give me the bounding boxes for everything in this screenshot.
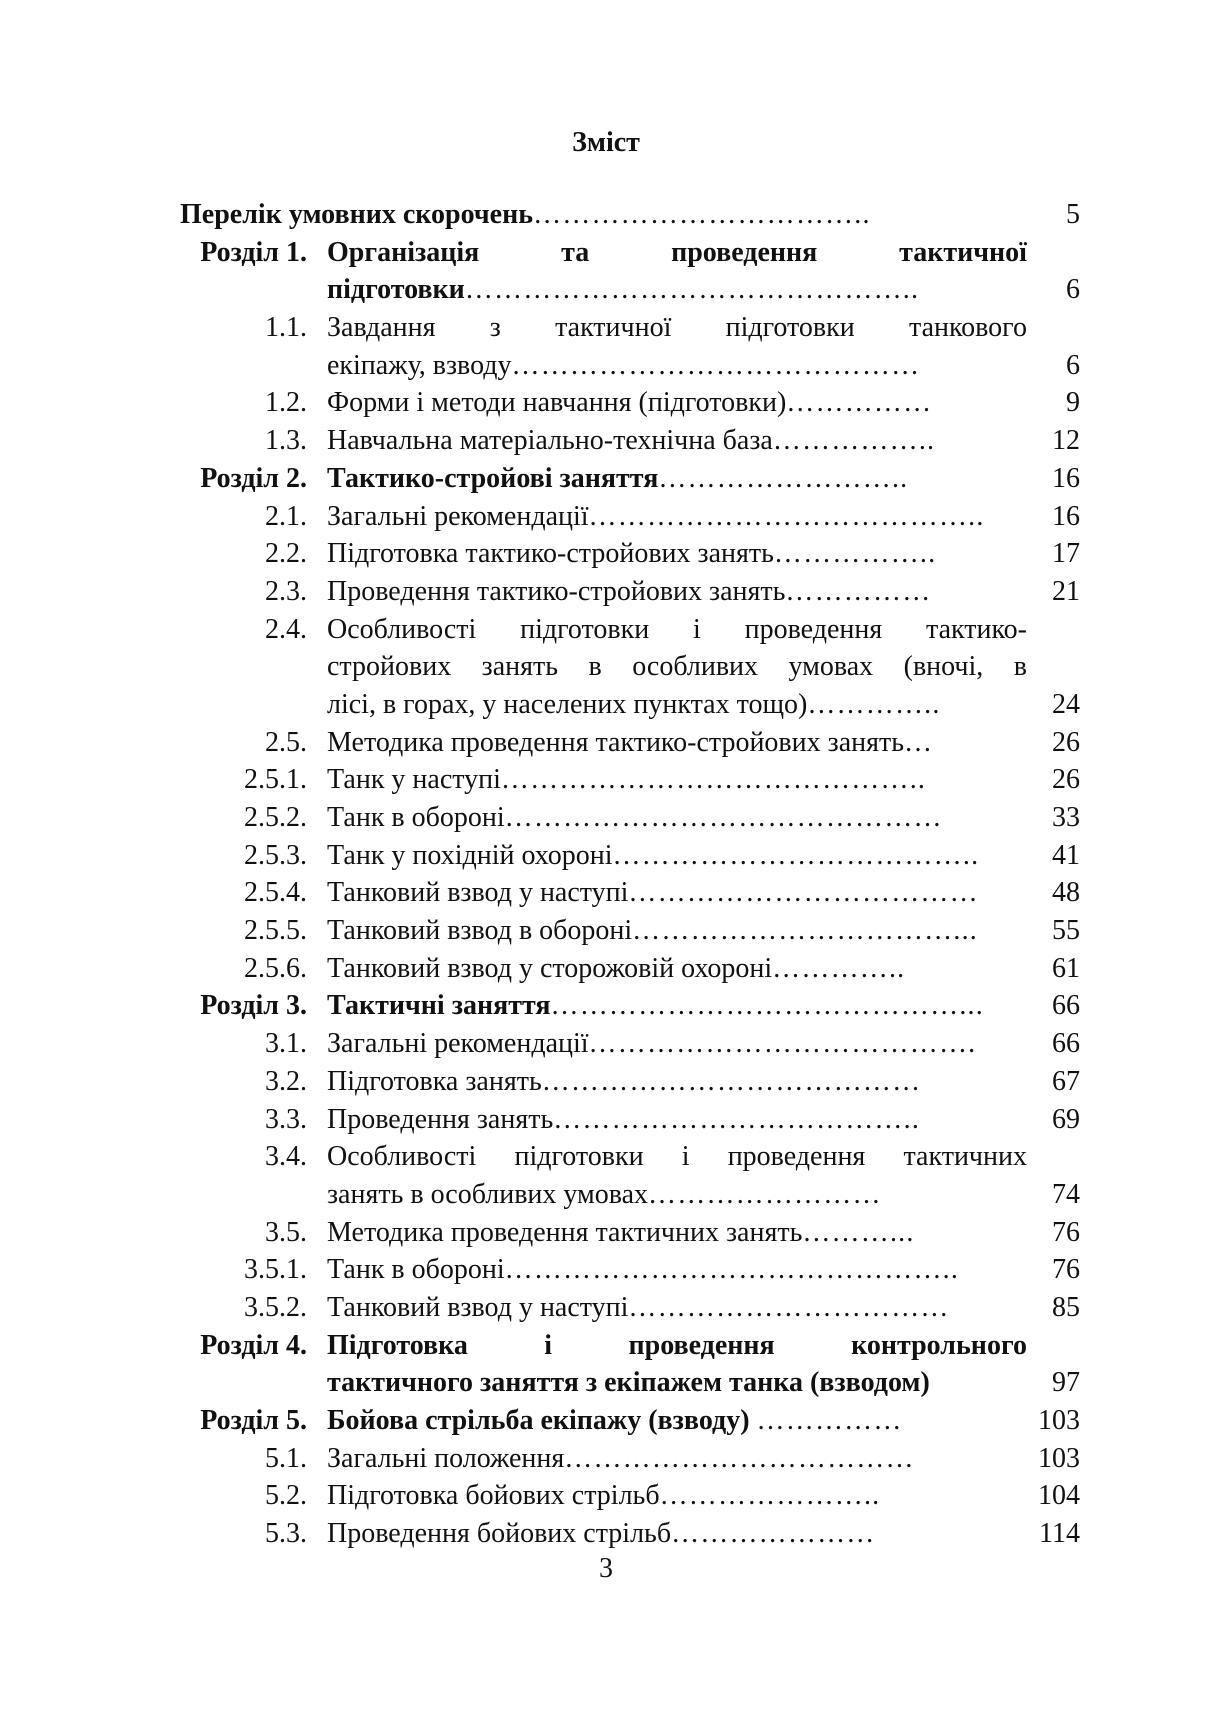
toc-page-number: 5 [1066, 199, 1080, 230]
toc-entry-text: Бойова стрільба екіпажу (взводу) [327, 1405, 757, 1436]
toc-line [0, 874, 1212, 912]
toc-entry-title [327, 271, 919, 309]
toc-line [0, 1289, 1212, 1327]
toc-page-number: 6 [1066, 274, 1080, 306]
toc-entry-number: 3.5.1. [244, 1254, 307, 1286]
toc-page-number: 17 [1052, 538, 1080, 570]
toc-line [0, 573, 1212, 611]
toc-entry-number: 2.5.1. [244, 764, 307, 796]
toc-entry-number: Розділ 1. [200, 236, 307, 268]
toc-entry [0, 1515, 1212, 1553]
toc-word: підготовки [514, 1141, 644, 1173]
toc-page-number: 48 [1052, 877, 1080, 909]
toc-leader-dots: …………………… [648, 1178, 882, 1210]
toc-entry-title [327, 950, 905, 988]
toc-entry [0, 384, 1212, 422]
toc-leader-dots: …………………………………….. [500, 764, 927, 796]
toc-page-number: 103 [1038, 1405, 1080, 1436]
toc-entry-title [327, 837, 979, 875]
toc-entry-number: 5.2. [265, 1480, 307, 1512]
toc-entry-text: занять в особливих умовах [327, 1178, 649, 1210]
toc-entry-title [327, 384, 932, 422]
toc-line [0, 234, 1212, 272]
toc-entry-number: 3.2. [265, 1065, 307, 1097]
toc-entry-text: Форми і методи навчання (підготовки) [327, 387, 787, 419]
toc-entry-number: 2.5.3. [244, 839, 307, 871]
toc-line [0, 912, 1212, 950]
toc-page-number: 66 [1052, 990, 1080, 1022]
toc-line [0, 384, 1212, 422]
toc-line [0, 1214, 1212, 1252]
toc-entry-text: Загальні рекомендації [327, 500, 589, 532]
toc-page-number: 9 [1066, 387, 1080, 419]
toc-entry-number: 2.2. [265, 538, 307, 570]
toc-entry [0, 234, 1212, 309]
toc-entry-title [327, 1515, 875, 1553]
toc-line [0, 347, 1212, 385]
toc-page-number: 74 [1052, 1178, 1080, 1210]
toc-entry-text: Перелік умовних скорочень [180, 199, 534, 230]
toc-entry [0, 1101, 1212, 1139]
toc-entry-number: 3.5. [265, 1216, 307, 1248]
toc-line [0, 1138, 1212, 1176]
toc-page-number: 114 [1039, 1518, 1080, 1550]
toc-leader-dots: …………………………………. [588, 1028, 977, 1060]
page-number: 3 [599, 1553, 613, 1584]
toc-entry-number: 1.2. [265, 387, 307, 419]
toc-entry-number: 2.4. [265, 613, 307, 645]
toc-word: Організація [327, 236, 480, 268]
toc-line [0, 196, 1212, 234]
toc-line [0, 648, 1212, 686]
toc-entry-text: Проведення тактико-стройових занять [327, 575, 786, 607]
toc-entry-number: 2.3. [265, 575, 307, 607]
toc-leader-dots: ……………………………….. [612, 839, 980, 871]
toc-line [0, 761, 1212, 799]
toc-entry-text: тактичного заняття з екіпажем танка (взводом) [327, 1367, 930, 1399]
toc-leader-dots: …………… [785, 575, 932, 607]
toc-word: контрольного [851, 1329, 1027, 1361]
toc-page-number: 26 [1052, 726, 1080, 758]
toc-entry-text: підготовки [327, 274, 465, 306]
toc-word: Особливості [327, 613, 477, 645]
toc-line [0, 1515, 1212, 1553]
toc-leader-dots: ………….. [807, 688, 941, 720]
toc-entry-text: Загальні рекомендації [327, 1028, 589, 1060]
toc-word: Особливості [327, 1141, 477, 1173]
toc-page-number: 97 [1052, 1367, 1080, 1399]
toc-word: танкового [908, 312, 1027, 344]
toc-word: тактичної [555, 312, 672, 344]
toc-entry-text: Танковий взвод у наступі [327, 1291, 629, 1323]
toc-line [0, 1063, 1212, 1101]
toc-line [0, 1440, 1212, 1478]
toc-entry [0, 950, 1212, 988]
toc-entry [0, 987, 1212, 1025]
toc-leader-dots: ……………………………………….. [504, 1254, 960, 1286]
toc-entry [0, 1440, 1212, 1478]
toc-word: проведення [628, 1329, 775, 1361]
toc-word: з [489, 312, 501, 344]
toc-entry-number: 3.3. [265, 1103, 307, 1135]
toc-entry-title [327, 1101, 920, 1139]
toc-entry-number: 3.1. [265, 1028, 307, 1060]
toc-entry-title [327, 874, 979, 912]
toc-entry-title [327, 648, 1027, 686]
toc-entry-number: 2.5. [265, 726, 307, 758]
toc-entry [0, 1289, 1212, 1327]
toc-entry-text: Танк в обороні [327, 1254, 505, 1286]
toc-page-number: 26 [1052, 764, 1080, 796]
toc-entry-text: лісі, в горах, у населених пунктах тощо) [327, 688, 808, 720]
toc-entry-number: 5.1. [265, 1442, 307, 1474]
toc-entry-title [327, 573, 931, 611]
toc-entry [0, 837, 1212, 875]
toc-line [0, 799, 1212, 837]
toc-entry [0, 1477, 1212, 1515]
toc-entry-title [327, 1440, 915, 1478]
toc-entry-title [327, 912, 978, 950]
toc-entry-title [327, 1025, 976, 1063]
toc-word: підготовки [725, 312, 855, 344]
toc-entry-title [327, 611, 1027, 649]
toc-page-number: 69 [1052, 1103, 1080, 1135]
toc-entry [0, 912, 1212, 950]
toc-page-number: 104 [1038, 1480, 1080, 1512]
toc-entry [0, 573, 1212, 611]
toc-page-number: 67 [1052, 1065, 1080, 1097]
toc-entry-title [327, 686, 941, 724]
toc-entry-text: Танковий взвод в обороні [327, 915, 633, 947]
toc-line [0, 1025, 1212, 1063]
toc-entry-title [327, 498, 985, 536]
toc-page-number: 76 [1052, 1254, 1080, 1286]
toc-page-number: 61 [1052, 952, 1080, 984]
toc-entry-title [327, 234, 1027, 272]
toc-entry-title [327, 761, 926, 799]
toc-entry [0, 1402, 1212, 1440]
toc-entry-number: Розділ 4. [200, 1329, 307, 1361]
toc-page-number: 103 [1038, 1442, 1080, 1474]
toc-entry [0, 309, 1212, 384]
toc-entry-title [327, 422, 935, 460]
toc-leader-dots: ……………………………… [564, 1442, 915, 1474]
toc-line [0, 724, 1212, 762]
toc-entry-number: 5.3. [265, 1518, 307, 1550]
toc-line [0, 837, 1212, 875]
toc-entry-title [327, 1251, 959, 1289]
toc-page-number: 76 [1052, 1216, 1080, 1248]
toc-entry-text: Танк в обороні [327, 802, 505, 833]
toc-line [0, 950, 1212, 988]
toc-word: занять [481, 651, 559, 683]
toc-leader-dots: ………………….. [659, 1480, 881, 1512]
toc-entry-text: Танк у наступі [327, 764, 501, 796]
toc-entry-title [327, 1138, 1027, 1176]
toc-word: тактичної [899, 236, 1027, 268]
toc-leader-dots: …………………………………… [511, 349, 921, 381]
toc-entry-title [327, 1214, 915, 1252]
toc-entry-number: 2.1. [265, 500, 307, 532]
toc-page-number: 33 [1052, 802, 1080, 833]
toc-entry-title [327, 1402, 903, 1440]
toc-entry-number: 2.5.5. [244, 915, 307, 947]
toc-line [0, 498, 1212, 536]
toc-entry [0, 422, 1212, 460]
toc-entry [0, 1025, 1212, 1063]
toc-word: Завдання [327, 312, 436, 344]
toc-entry [0, 535, 1212, 573]
toc-leader-dots: ……………………………... [632, 915, 978, 947]
toc-line [0, 460, 1212, 498]
toc-entry-number: 3.4. [265, 1141, 307, 1173]
toc-leader-dots: …………….. [773, 538, 937, 570]
toc-word: проведення [671, 236, 818, 268]
toc-page-number: 12 [1052, 425, 1080, 457]
toc-entry-title [327, 460, 908, 498]
toc-entry-text: Проведення занять [327, 1103, 554, 1135]
toc-page-number: 85 [1052, 1291, 1080, 1323]
toc-entry-text: Проведення бойових стрільб [327, 1518, 672, 1550]
toc-line [0, 309, 1212, 347]
toc-entry-title [327, 535, 936, 573]
toc-entry-title [327, 1477, 880, 1515]
toc-line [0, 987, 1212, 1025]
toc-entry-title [327, 309, 1027, 347]
toc-line [0, 1176, 1212, 1214]
toc-page-number: 66 [1052, 1028, 1080, 1060]
toc-word: проведення [727, 1141, 866, 1173]
toc-entry [0, 1214, 1212, 1252]
toc-entry-number: 3.5.2. [244, 1291, 307, 1323]
toc-entry-number: Розділ 2. [200, 462, 307, 494]
toc-entry-title [327, 347, 920, 385]
toc-entry-text: Підготовка тактико-стройових занять [327, 538, 774, 570]
toc-leader-dots: … [904, 726, 934, 758]
toc-line [0, 1251, 1212, 1289]
toc-entry [0, 724, 1212, 762]
toc-entry-number: 2.5.4. [244, 877, 307, 909]
toc-word: та [561, 236, 590, 268]
toc-word: особливих [632, 651, 759, 683]
toc-line [0, 686, 1212, 724]
toc-entry-title [327, 987, 984, 1025]
toc-page-number: 55 [1052, 915, 1080, 947]
toc-entry-number: 1.3. [265, 425, 307, 457]
toc-entry-title [327, 1364, 930, 1402]
toc-line [0, 422, 1212, 460]
toc-leader-dots: …………… [786, 387, 933, 419]
toc-entry [0, 460, 1212, 498]
toc-leader-dots: …………………………….. [533, 199, 871, 230]
toc-line [0, 1402, 1212, 1440]
toc-leader-dots: ………………… [671, 1518, 876, 1550]
toc-entry [0, 611, 1212, 724]
toc-entry-number: 2.5.2. [244, 802, 307, 833]
toc-leader-dots: ……………………………………… [504, 802, 943, 833]
toc-entry-text: Підготовка занять [327, 1065, 542, 1097]
toc-line [0, 535, 1212, 573]
toc-entry [0, 799, 1212, 837]
toc-leader-dots: …………….. [772, 425, 936, 457]
toc-entry-text: Підготовка бойових стрільб [327, 1480, 660, 1512]
toc-entry [0, 1138, 1212, 1213]
toc-entry-text: Тактико-стройові заняття [327, 462, 659, 494]
toc-word: тактико- [926, 613, 1027, 645]
toc-entry-text: Методика проведення тактико-стройових занять [327, 726, 904, 758]
toc-page-number: 16 [1052, 500, 1080, 532]
toc-entry-text: екіпажу, взводу [327, 349, 512, 381]
toc-entry-text: Методика проведення тактичних занять [327, 1216, 803, 1248]
toc-leader-dots: …………………….. [658, 462, 909, 494]
toc-entry-number: 1.1. [265, 312, 307, 344]
toc-word: підготовки [520, 613, 650, 645]
toc-line [0, 1327, 1212, 1365]
table-of-contents [0, 196, 1212, 1553]
toc-entry-text: Тактичні заняття [327, 990, 551, 1022]
toc-entry-text: Танк у похідній охороні [327, 839, 613, 871]
toc-entry [0, 874, 1212, 912]
toc-page-number: 41 [1052, 839, 1080, 871]
toc-word: проведення [744, 613, 883, 645]
toc-word: і [693, 613, 701, 645]
toc-entry [0, 1251, 1212, 1289]
toc-entry-number: 2.5.6. [244, 952, 307, 984]
toc-line [0, 1477, 1212, 1515]
toc-entry-number: Розділ 3. [200, 990, 307, 1022]
toc-word: і [544, 1329, 553, 1361]
toc-entry [0, 761, 1212, 799]
toc-line [0, 1101, 1212, 1139]
toc-entry-text: Навчальна матеріально-технічна база [327, 425, 773, 457]
toc-entry-title [327, 1176, 882, 1214]
toc-word: умовах [788, 651, 874, 683]
toc-entry-title [327, 724, 933, 762]
toc-entry-title [327, 1327, 1027, 1365]
toc-entry-title [180, 196, 871, 234]
toc-page-number: 21 [1052, 575, 1080, 607]
toc-entry [0, 1063, 1212, 1101]
toc-page-number: 6 [1066, 349, 1080, 381]
toc-word: в [588, 651, 602, 683]
toc-leader-dots: ………….. [772, 952, 906, 984]
toc-line [0, 1364, 1212, 1402]
toc-line [0, 271, 1212, 309]
toc-word: (вночі, [903, 651, 984, 683]
toc-leader-dots: ……………………………………….. [464, 274, 920, 306]
page-title: Зміст [572, 127, 640, 158]
toc-entry-title [327, 1063, 921, 1101]
toc-entry-text: Танковий взвод у сторожовій охороні [327, 952, 773, 984]
toc-entry-title [327, 799, 943, 837]
toc-word: тактичних [903, 1141, 1027, 1173]
toc-leader-dots: ……………………………….. [553, 1103, 921, 1135]
toc-leader-dots: ………………………………….. [588, 500, 985, 532]
toc-leader-dots: ………………………………… [541, 1065, 922, 1097]
toc-leader-dots: ……………………………………... [550, 990, 984, 1022]
toc-leader-dots: ………... [802, 1216, 915, 1248]
toc-entry-text: Танковий взвод у наступі [327, 877, 629, 909]
toc-word: в [1013, 651, 1027, 683]
toc-page-number: 16 [1052, 462, 1080, 494]
toc-word: стройових [327, 651, 452, 683]
toc-word: і [681, 1141, 690, 1173]
toc-entry [0, 498, 1212, 536]
toc-entry [0, 196, 1212, 234]
toc-leader-dots: …………………………… [628, 1291, 950, 1323]
toc-leader-dots: ……………………………… [628, 877, 979, 909]
toc-leader-dots: …………… [756, 1405, 903, 1436]
toc-entry-text: Загальні положення [327, 1442, 565, 1474]
toc-line [0, 611, 1212, 649]
toc-entry-title [327, 1289, 950, 1327]
toc-word: Підготовка [327, 1329, 468, 1361]
toc-entry [0, 1327, 1212, 1402]
toc-page-number: 24 [1052, 688, 1080, 720]
toc-entry-number: Розділ 5. [200, 1405, 307, 1436]
